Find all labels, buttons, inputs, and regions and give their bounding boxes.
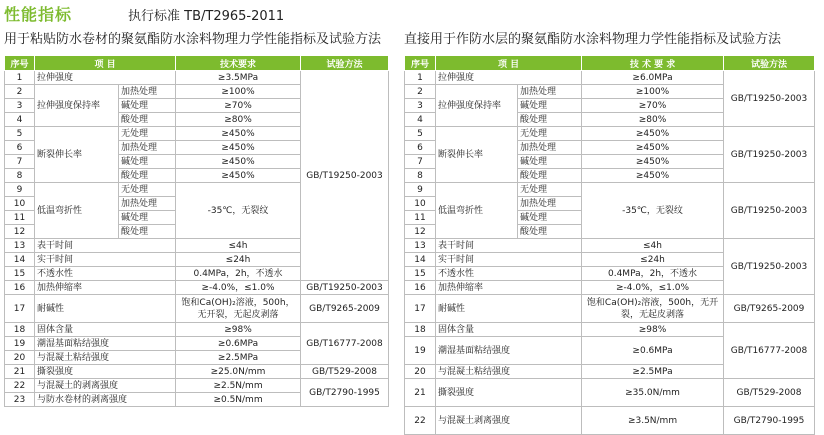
table-row <box>5 323 389 337</box>
row-no: 14 <box>405 253 436 267</box>
left-table-subtitle: 用于粘贴防水卷材的聚氨酯防水涂料物理力学性能指标及试验方法 <box>4 32 382 47</box>
row-no: 17 <box>5 295 35 323</box>
row-no: 8 <box>5 169 35 183</box>
row-req: ≥98% <box>582 323 724 337</box>
col-header-requirement: 技术要求 <box>176 56 301 71</box>
row-no: 22 <box>5 379 35 393</box>
row-no: 20 <box>405 365 436 379</box>
row-sub: 碱处理 <box>119 155 176 169</box>
col-header-requirement: 技 术 要 求 <box>582 56 724 71</box>
row-item: 不透水性 <box>436 267 582 281</box>
row-item: 与混凝土粘结强度 <box>35 351 176 365</box>
row-no: 1 <box>405 71 436 85</box>
row-no: 10 <box>5 197 35 211</box>
row-sub: 加热处理 <box>119 197 176 211</box>
row-sub: 酸处理 <box>119 113 176 127</box>
row-sub: 碱处理 <box>518 211 582 225</box>
row-req: -35℃，无裂纹 <box>582 183 724 239</box>
row-sub: 加热处理 <box>119 85 176 99</box>
row-no: 5 <box>405 127 436 141</box>
row-method: GB/T16777-2008 <box>724 323 815 379</box>
row-method: GB/T19250-2003 <box>301 281 389 295</box>
row-no: 14 <box>5 253 35 267</box>
row-no: 6 <box>405 141 436 155</box>
table-row <box>5 365 389 379</box>
row-method: GB/T529-2008 <box>724 379 815 407</box>
row-no: 19 <box>5 337 35 351</box>
row-item: 与混凝土粘结强度 <box>436 365 582 379</box>
row-sub: 加热处理 <box>119 141 176 155</box>
row-item: 撕裂强度 <box>436 379 582 407</box>
row-method: GB/T19250-2003 <box>724 183 815 239</box>
row-item: 拉伸强度保持率 <box>35 85 119 127</box>
row-item: 低温弯折性 <box>35 183 119 239</box>
row-req: ≥450% <box>582 169 724 183</box>
row-req: 0.4MPa，2h，不透水 <box>582 267 724 281</box>
row-sub: 无处理 <box>119 127 176 141</box>
row-no: 16 <box>405 281 436 295</box>
row-req: ≥2.5N/mm <box>176 379 301 393</box>
row-method: GB/T9265-2009 <box>724 295 815 323</box>
row-no: 9 <box>405 183 436 197</box>
row-item: 撕裂强度 <box>35 365 176 379</box>
row-no: 19 <box>405 337 436 365</box>
table-row <box>405 127 815 141</box>
row-item: 与防水卷材的剥离强度 <box>35 393 176 407</box>
row-req: ≥98% <box>176 323 301 337</box>
row-no: 5 <box>5 127 35 141</box>
row-req: ≥450% <box>582 127 724 141</box>
row-no: 18 <box>405 323 436 337</box>
row-item: 耐碱性 <box>35 295 176 323</box>
row-req: ≥450% <box>176 155 301 169</box>
row-req: ≥0.5N/mm <box>176 393 301 407</box>
row-req: ≥0.6MPa <box>582 337 724 365</box>
right-table-subtitle: 直接用于作防水层的聚氨酯防水涂料物理力学性能指标及试验方法 <box>404 32 782 47</box>
table-row <box>5 295 389 323</box>
row-method: GB/T2790-1995 <box>724 407 815 435</box>
row-no: 2 <box>405 85 436 99</box>
row-no: 11 <box>405 211 436 225</box>
row-no: 15 <box>5 267 35 281</box>
row-req: ≤24h <box>582 253 724 267</box>
row-req: ≥6.0MPa <box>582 71 724 85</box>
row-sub: 加热处理 <box>518 141 582 155</box>
row-req: ≤4h <box>176 239 301 253</box>
row-no: 3 <box>5 99 35 113</box>
row-item: 拉伸强度 <box>436 71 582 85</box>
row-no: 18 <box>5 323 35 337</box>
row-no: 8 <box>405 169 436 183</box>
col-header-method: 试验方法 <box>301 56 389 71</box>
row-sub: 碱处理 <box>119 211 176 225</box>
row-sub: 碱处理 <box>119 99 176 113</box>
table-row <box>405 183 815 197</box>
row-req: ≥-4.0%，≤1.0% <box>582 281 724 295</box>
col-header-no: 序号 <box>5 56 35 71</box>
row-method: GB/T19250-2003 <box>724 71 815 127</box>
row-no: 21 <box>5 365 35 379</box>
row-item: 固体含量 <box>35 323 176 337</box>
row-no: 2 <box>5 85 35 99</box>
col-header-method: 试验方法 <box>724 56 815 71</box>
row-method: GB/T19250-2003 <box>724 239 815 295</box>
row-req: ≥450% <box>176 141 301 155</box>
row-req: ≤24h <box>176 253 301 267</box>
row-req: ≥80% <box>582 113 724 127</box>
row-item: 断裂伸长率 <box>436 127 518 183</box>
col-header-item: 项 目 <box>436 56 582 71</box>
row-no: 21 <box>405 379 436 407</box>
row-req: ≥3.5N/mm <box>582 407 724 435</box>
row-req: -35℃，无裂纹 <box>176 183 301 239</box>
row-item: 与混凝土的剥离强度 <box>35 379 176 393</box>
row-item: 低温弯折性 <box>436 183 518 239</box>
row-no: 23 <box>5 393 35 407</box>
row-method: GB/T2790-1995 <box>301 379 389 407</box>
row-req: ≥35.0N/mm <box>582 379 724 407</box>
section-title: 性能指标 <box>4 5 73 24</box>
row-no: 1 <box>5 71 35 85</box>
row-sub: 碱处理 <box>518 99 582 113</box>
row-sub: 酸处理 <box>518 113 582 127</box>
row-no: 7 <box>405 155 436 169</box>
table-row <box>5 71 389 85</box>
row-req: ≥80% <box>176 113 301 127</box>
row-item: 加热伸缩率 <box>436 281 582 295</box>
row-req: ≥450% <box>176 169 301 183</box>
row-req: ≤4h <box>582 239 724 253</box>
row-sub: 加热处理 <box>518 85 582 99</box>
row-no: 9 <box>5 183 35 197</box>
row-req: ≥3.5MPa <box>176 71 301 85</box>
row-no: 6 <box>5 141 35 155</box>
row-sub: 无处理 <box>518 127 582 141</box>
row-item: 拉伸强度保持率 <box>436 85 518 127</box>
row-item: 潮湿基面粘结强度 <box>35 337 176 351</box>
row-item: 加热伸缩率 <box>35 281 176 295</box>
table-row <box>405 323 815 337</box>
row-req: ≥70% <box>582 99 724 113</box>
row-item: 表干时间 <box>436 239 582 253</box>
row-req: ≥70% <box>176 99 301 113</box>
row-no: 4 <box>405 113 436 127</box>
row-method: GB/T19250-2003 <box>301 71 389 281</box>
row-method: GB/T16777-2008 <box>301 323 389 365</box>
row-req: ≥100% <box>176 85 301 99</box>
table-row <box>5 281 389 295</box>
row-no: 13 <box>5 239 35 253</box>
row-req: ≥2.5MPa <box>582 365 724 379</box>
row-no: 3 <box>405 99 436 113</box>
row-item: 实干时间 <box>35 253 176 267</box>
row-sub: 酸处理 <box>119 225 176 239</box>
row-req: ≥2.5MPa <box>176 351 301 365</box>
row-method: GB/T19250-2003 <box>724 127 815 183</box>
table-row <box>405 239 815 253</box>
row-req: ≥25.0N/mm <box>176 365 301 379</box>
row-no: 15 <box>405 267 436 281</box>
row-no: 4 <box>5 113 35 127</box>
row-no: 17 <box>405 295 436 323</box>
row-method: GB/T529-2008 <box>301 365 389 379</box>
col-header-no: 序号 <box>405 56 436 71</box>
row-req: ≥100% <box>582 85 724 99</box>
row-sub: 无处理 <box>119 183 176 197</box>
row-item: 实干时间 <box>436 253 582 267</box>
table-row <box>405 71 815 85</box>
row-sub: 碱处理 <box>518 155 582 169</box>
row-sub: 酸处理 <box>119 169 176 183</box>
row-req: ≥450% <box>582 155 724 169</box>
row-no: 20 <box>5 351 35 365</box>
standard-label: 执行标准 TB/T2965-2011 <box>128 9 285 24</box>
row-sub: 酸处理 <box>518 169 582 183</box>
row-item: 拉伸强度 <box>35 71 176 85</box>
row-no: 7 <box>5 155 35 169</box>
row-sub: 加热处理 <box>518 197 582 211</box>
row-no: 10 <box>405 197 436 211</box>
col-header-item: 项 目 <box>35 56 176 71</box>
row-item: 耐碱性 <box>436 295 582 323</box>
row-no: 12 <box>405 225 436 239</box>
row-no: 13 <box>405 239 436 253</box>
row-item: 表干时间 <box>35 239 176 253</box>
row-no: 12 <box>5 225 35 239</box>
row-item: 断裂伸长率 <box>35 127 119 183</box>
row-sub: 酸处理 <box>518 225 582 239</box>
row-req: ≥0.6MPa <box>176 337 301 351</box>
row-no: 11 <box>5 211 35 225</box>
row-req: ≥450% <box>582 141 724 155</box>
left-spec-table <box>4 55 389 407</box>
row-sub: 无处理 <box>518 183 582 197</box>
row-item: 潮湿基面粘结强度 <box>436 337 582 365</box>
table-row <box>5 379 389 393</box>
right-spec-table <box>404 55 815 435</box>
table-row <box>405 407 815 435</box>
row-req: 0.4MPa，2h，不透水 <box>176 267 301 281</box>
row-item: 固体含量 <box>436 323 582 337</box>
row-method: GB/T9265-2009 <box>301 295 389 323</box>
table-row <box>405 295 815 323</box>
row-req: ≥450% <box>176 127 301 141</box>
row-item: 不透水性 <box>35 267 176 281</box>
row-req: 饱和Ca(OH)₂溶液，500h，无开裂，无起皮剥落 <box>582 295 724 323</box>
row-req: 饱和Ca(OH)₂溶液，500h，无开裂，无起皮剥落 <box>176 295 301 323</box>
row-no: 22 <box>405 407 436 435</box>
row-req: ≥-4.0%，≤1.0% <box>176 281 301 295</box>
row-no: 16 <box>5 281 35 295</box>
table-row <box>405 379 815 407</box>
row-item: 与混凝土剥离强度 <box>436 407 582 435</box>
